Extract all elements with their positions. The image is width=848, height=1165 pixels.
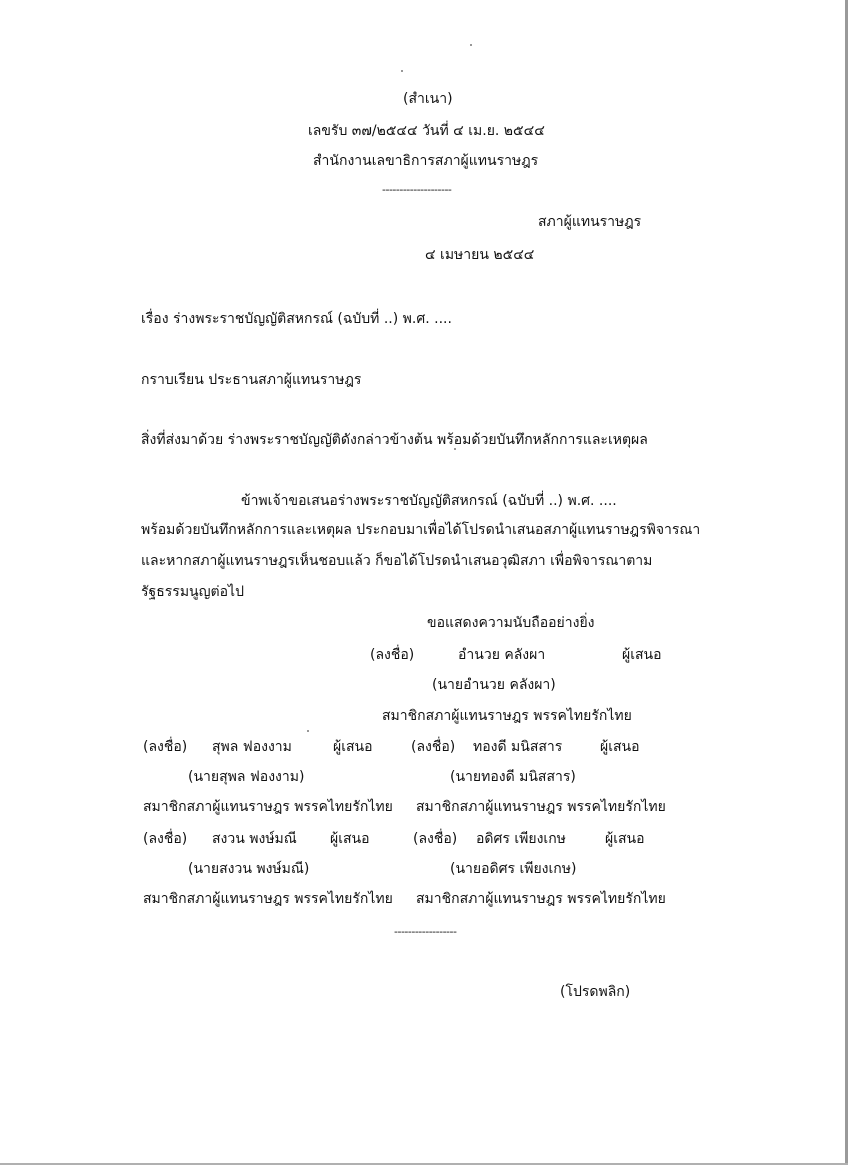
signer-name-1: สุพล ฟองงาม xyxy=(212,739,292,755)
enclosure-line: สิ่งที่ส่งมาด้วย ร่างพระราชบัญญัติดังกล่าวข้างต้น พร้อมด้วยบันทึกหลักการและเหตุผล xyxy=(141,432,648,448)
receipt-number: เลขรับ ๓๗/๒๕๔๔ วันที่ ๔ เม.ย. ๒๕๔๔ xyxy=(308,123,545,139)
signer-member-3: สมาชิกสภาผู้แทนราษฎร พรรคไทยรักไทย xyxy=(143,891,393,907)
letter-date: ๔ เมษายน ๒๕๔๔ xyxy=(425,247,535,263)
signer-role-2: ผู้เสนอ xyxy=(600,739,640,755)
signer-name-2: ทองดี มนิสสาร xyxy=(473,739,563,755)
signer-role-4: ผู้เสนอ xyxy=(605,831,645,847)
signer-name-3: สงวน พงษ์มณี xyxy=(212,831,297,847)
signer-member-4: สมาชิกสภาผู้แทนราษฎร พรรคไทยรักไทย xyxy=(416,891,666,907)
subject-line: เรื่อง ร่างพระราชบัญญัติสหกรณ์ (ฉบับที่ ..) พ.ศ. .... xyxy=(141,311,452,327)
sender: สภาผู้แทนราษฎร xyxy=(538,214,642,230)
signer-role-3: ผู้เสนอ xyxy=(330,831,370,847)
body-line-1: ข้าพเจ้าขอเสนอร่างพระราชบัญญัติสหกรณ์ (ฉบับที่ ..) พ.ศ. .... xyxy=(241,493,617,509)
signer-member-main: สมาชิกสภาผู้แทนราษฎร พรรคไทยรักไทย xyxy=(382,708,632,724)
header-divider: -------------------- xyxy=(382,183,452,196)
sign-word: (ลงชื่อ) xyxy=(370,647,415,663)
signer-fullname-1: (นายสุพล ฟองงาม) xyxy=(188,769,305,785)
signer-name-main: อำนวย คลังผา xyxy=(458,647,546,663)
signer-fullname-4: (นายอดิศร เพียงเกษ) xyxy=(450,861,577,877)
sign-word: (ลงชื่อ) xyxy=(143,739,188,755)
body-line-2: พร้อมด้วยบันทึกหลักการและเหตุผล ประกอบมาเพื่อได้โปรดนำเสนอสภาผู้แทนราษฎรพิจารณา xyxy=(141,522,701,538)
closing: ขอแสดงความนับถืออย่างยิ่ง xyxy=(427,615,595,631)
signer-fullname-3: (นายสงวน พงษ์มณี) xyxy=(188,861,310,877)
sign-word: (ลงชื่อ) xyxy=(143,831,188,847)
signer-name-4: อดิศร เพียงเกษ xyxy=(476,831,566,847)
turn-over-note: (โปรดพลิก) xyxy=(560,984,631,1000)
body-line-3: และหากสภาผู้แทนราษฎรเห็นชอบแล้ว ก็ขอได้โปรดนำเสนอวุฒิสภา เพื่อพิจารณาตาม xyxy=(141,553,653,569)
signer-fullname-2: (นายทองดี มนิสสาร) xyxy=(450,769,576,785)
copy-mark: (สำเนา) xyxy=(403,91,453,107)
body-line-4: รัฐธรรมนูญต่อไป xyxy=(141,584,244,600)
salutation: กราบเรียน ประธานสภาผู้แทนราษฎร xyxy=(141,372,362,388)
sign-word: (ลงชื่อ) xyxy=(413,831,458,847)
scan-speck xyxy=(307,730,309,732)
signer-fullname-main: (นายอำนวย คลังผา) xyxy=(432,677,556,693)
signer-role-1: ผู้เสนอ xyxy=(333,739,373,755)
signer-member-1: สมาชิกสภาผู้แทนราษฎร พรรคไทยรักไทย xyxy=(143,799,393,815)
signer-role-main: ผู้เสนอ xyxy=(622,647,662,663)
scan-speck xyxy=(470,44,472,46)
signer-member-2: สมาชิกสภาผู้แทนราษฎร พรรคไทยรักไทย xyxy=(416,799,666,815)
office-name: สำนักงานเลขาธิการสภาผู้แทนราษฎร xyxy=(313,153,539,169)
sign-word: (ลงชื่อ) xyxy=(411,739,456,755)
footer-divider: ------------------ xyxy=(394,925,457,938)
scan-speck xyxy=(401,70,403,72)
